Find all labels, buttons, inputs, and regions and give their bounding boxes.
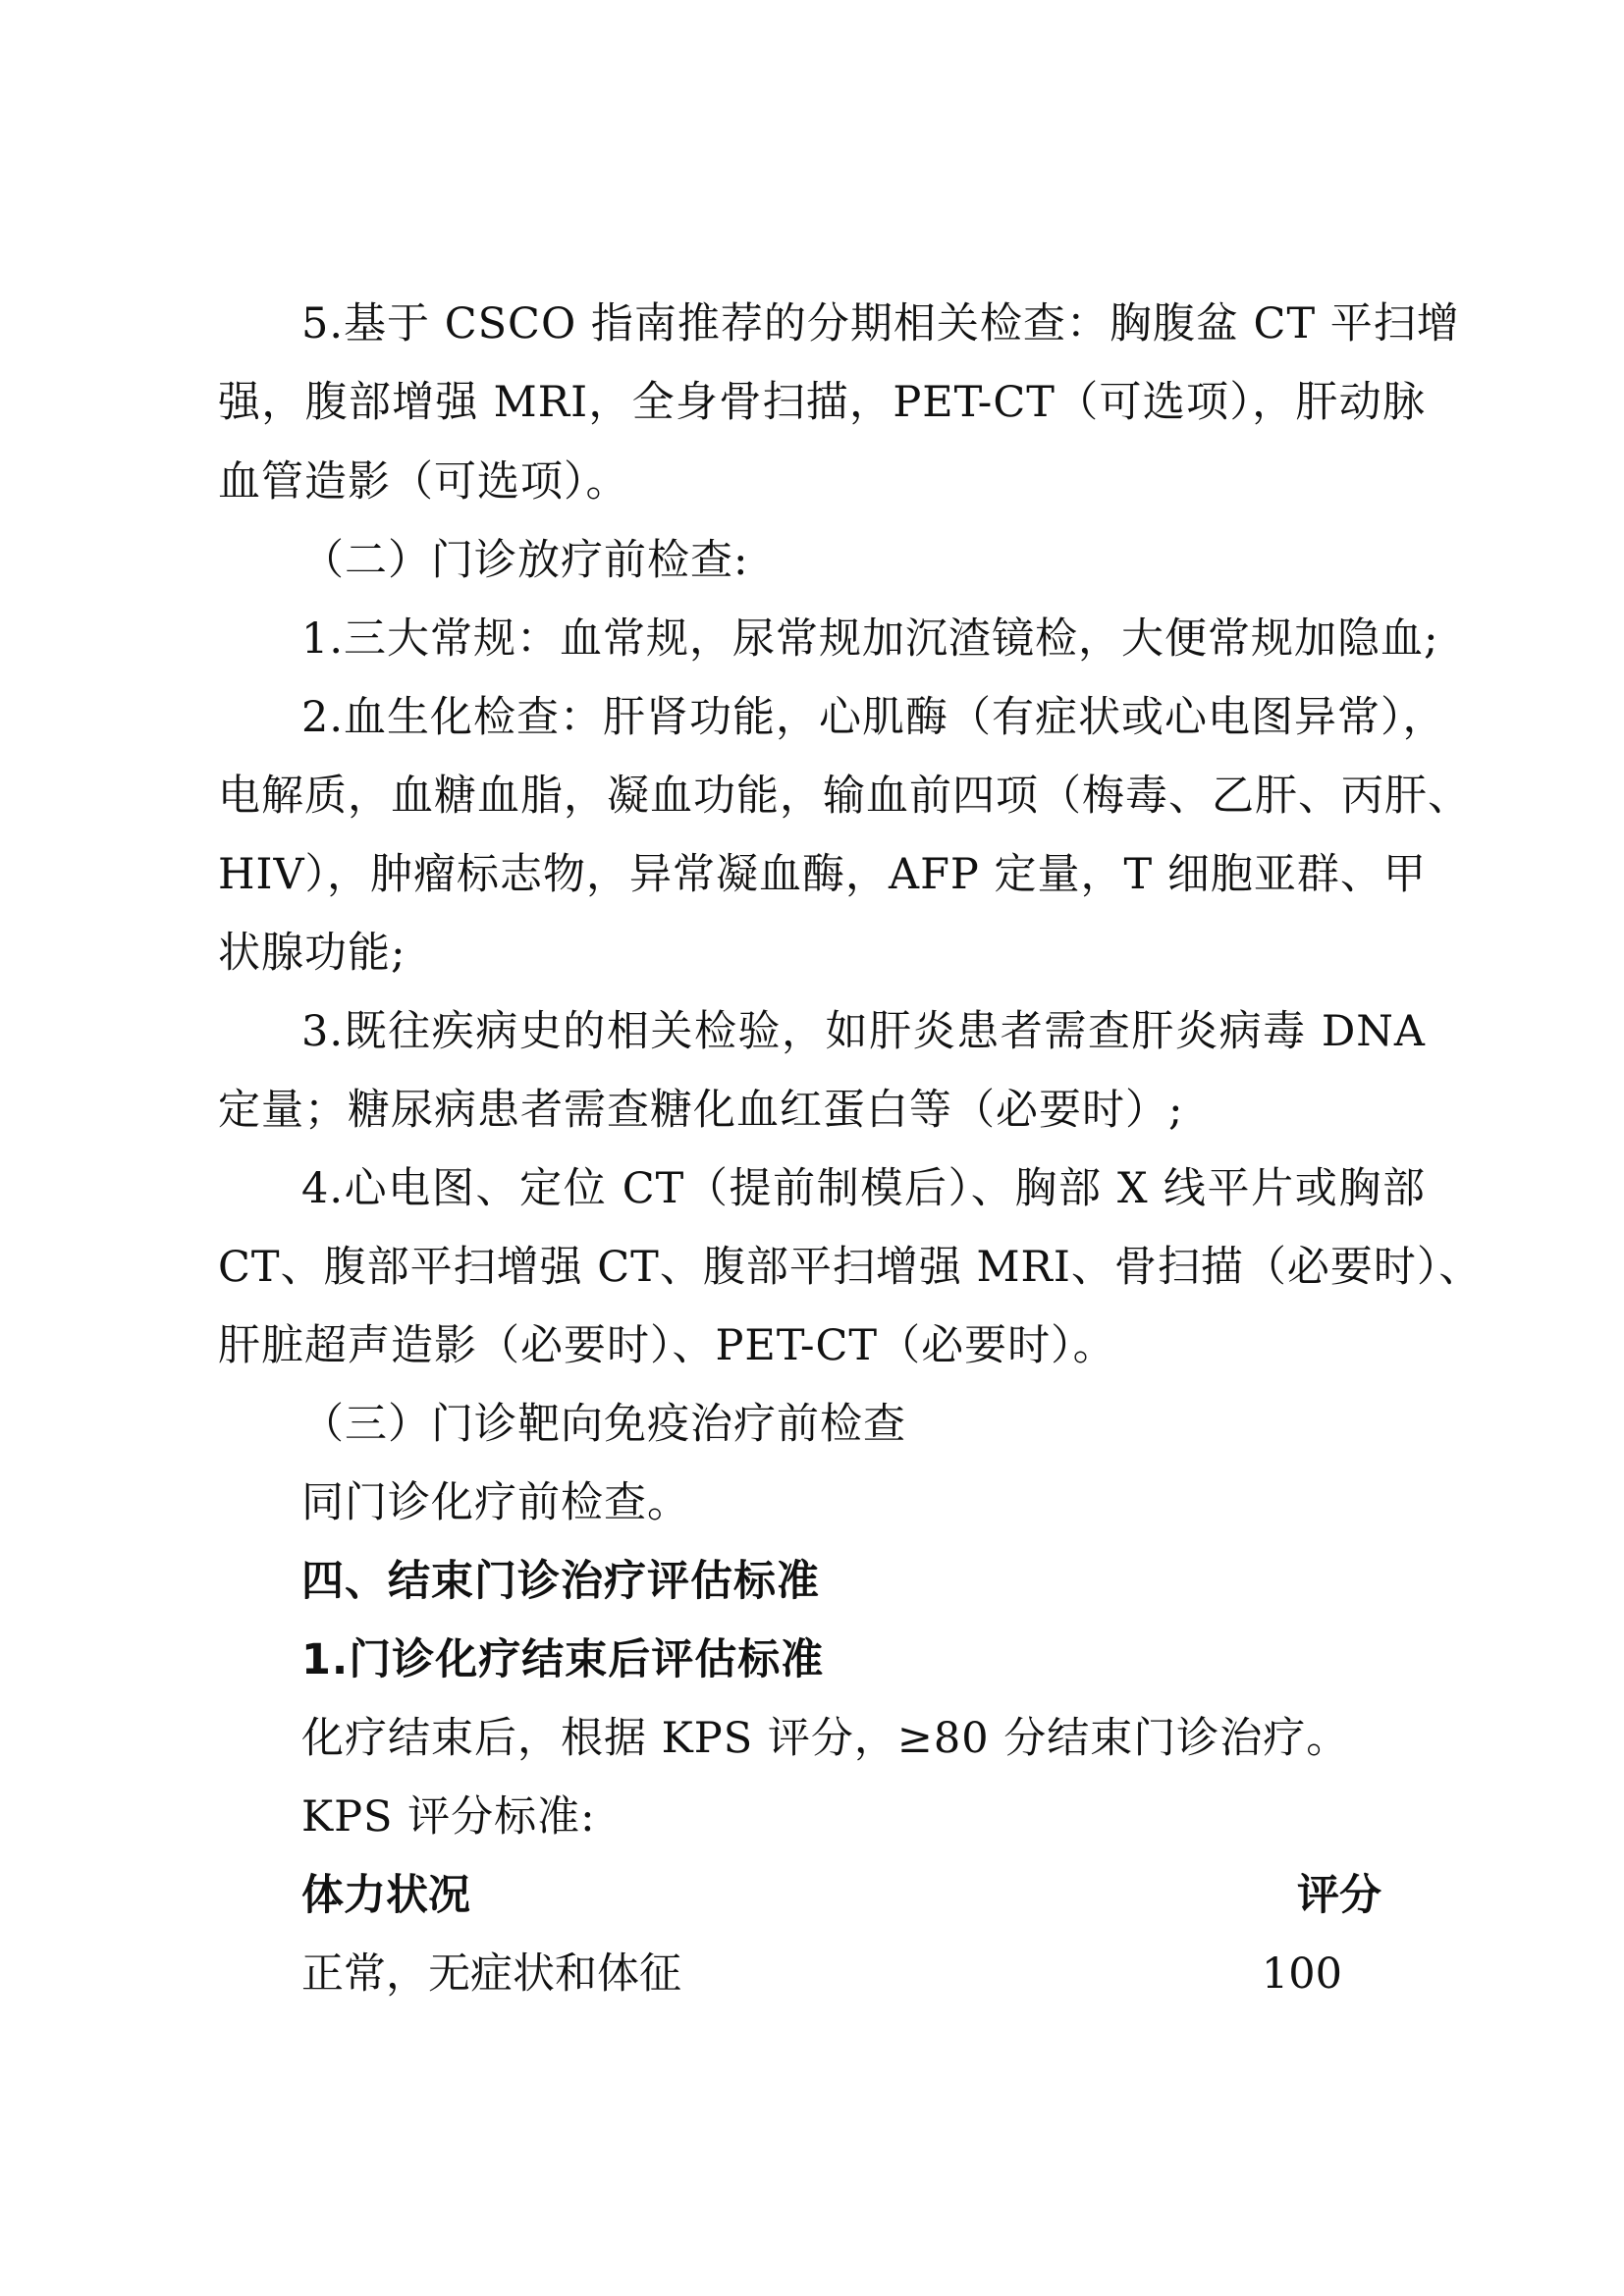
s2-item4-line2: CT、腹部平扫增强 CT、腹部平扫增强 MRI、骨扫描（必要时）、: [218, 1243, 1483, 1292]
subsection1-heading: 1.门诊化疗结束后评估标准: [301, 1635, 825, 1684]
s2-item2-line4: 状腺功能;: [218, 929, 406, 978]
s2-item3-line2: 定量；糖尿病患者需查糖化血红蛋白等（必要时）;: [218, 1086, 1184, 1135]
s2-item4-line3: 肝脏超声造影（必要时）、PET-CT（必要时）。: [218, 1321, 1116, 1370]
section3-heading: （三）门诊靶向免疫治疗前检查: [301, 1400, 906, 1449]
kps-table-header: [301, 1866, 1381, 1925]
s2-item4-line1: 4.心电图、定位 CT（提前制模后）、胸部 X 线平片或胸部: [301, 1164, 1426, 1213]
kps-table-row: [301, 1945, 1381, 2003]
item5-line2: 强，腹部增强 MRI，全身骨扫描，PET-CT（可选项），肝动脉: [218, 378, 1426, 427]
kps-row-score: 100: [1261, 1949, 1342, 1999]
kps-header-condition: 体力状况: [301, 1871, 470, 1920]
s2-item2-line2: 电解质，血糖血脂，凝血功能，输血前四项（梅毒、乙肝、丙肝、: [218, 772, 1471, 821]
item5-line3: 血管造影（可选项）。: [218, 457, 629, 507]
kps-row-condition: 正常，无症状和体征: [301, 1949, 681, 1999]
item5-line1: 5.基于 CSCO 指南推荐的分期相关检查：胸腹盆 CT 平扫增: [301, 299, 1460, 348]
section3-body: 同门诊化疗前检查。: [301, 1478, 690, 1527]
kps-label: KPS 评分标准:: [301, 1792, 596, 1842]
subsection1-body: 化疗结束后，根据 KPS 评分，≥80 分结束门诊治疗。: [301, 1714, 1350, 1763]
kps-header-score: 评分: [1297, 1871, 1381, 1920]
section4-heading: 四、结束门诊治疗评估标准: [301, 1557, 820, 1606]
s2-item3-line1: 3.既往疾病史的相关检验，如肝炎患者需查肝炎病毒 DNA: [301, 1007, 1426, 1056]
section2-heading: （二）门诊放疗前检查:: [301, 536, 749, 585]
s2-item1: 1.三大常规：血常规，尿常规加沉渣镜检，大便常规加隐血;: [301, 614, 1439, 664]
s2-item2-line3: HIV），肿瘤标志物，异常凝血酶，AFP 定量，T 细胞亚群、甲: [218, 850, 1427, 899]
s2-item2-line1: 2.血生化检查：肝肾功能，心肌酶（有症状或心电图异常），: [301, 693, 1446, 742]
